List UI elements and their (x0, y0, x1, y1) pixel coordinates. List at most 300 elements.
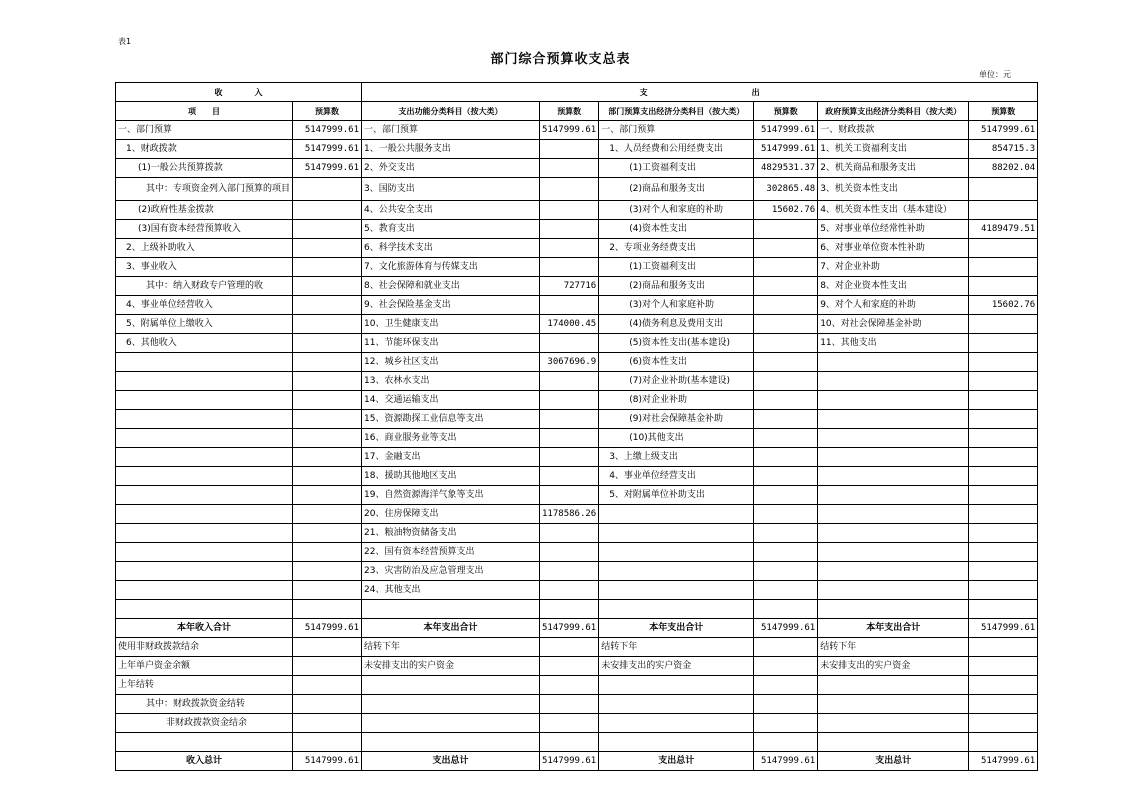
dept-econ-item-cell: (1)工资福利支出 (599, 159, 754, 178)
expense-grand-total-value: 5147999.61 (754, 752, 818, 771)
dept-econ-budget-cell: 5147999.61 (754, 121, 818, 140)
income-budget-cell (293, 543, 362, 562)
income-budget-cell (293, 505, 362, 524)
table-row (116, 505, 1038, 524)
gov-econ-budget-cell: 88202.04 (969, 159, 1038, 178)
item-header: 项 目 (116, 102, 293, 121)
func-budget-cell (540, 178, 599, 201)
gov-econ-item-cell (818, 676, 969, 695)
dept-econ-item-cell: (7)对企业补助(基本建设) (599, 372, 754, 391)
income-budget-cell (293, 353, 362, 372)
func-item-cell: 13、农林水支出 (362, 372, 540, 391)
gov-econ-header: 政府预算支出经济分类科目（按大类） (818, 102, 969, 121)
func-budget-cell (540, 467, 599, 486)
table-row (116, 410, 1038, 429)
func-class-header: 支出功能分类科目（按大类） (362, 102, 540, 121)
gov-econ-item-cell (818, 695, 969, 714)
func-item-cell: 14、交通运输支出 (362, 391, 540, 410)
table-row (116, 600, 1038, 619)
income-item-cell: 上年单户资金余额 (116, 657, 293, 676)
expense-year-total-value: 5147999.61 (754, 619, 818, 638)
func-item-cell: 2、外交支出 (362, 159, 540, 178)
func-item-cell (362, 676, 540, 695)
income-item-cell (116, 353, 293, 372)
expense-year-total-value: 5147999.61 (540, 619, 599, 638)
gov-econ-item-cell: 3、机关资本性支出 (818, 178, 969, 201)
gov-econ-item-cell: 11、其他支出 (818, 334, 969, 353)
func-budget-cell (540, 391, 599, 410)
dept-econ-item-cell: (8)对企业补助 (599, 391, 754, 410)
budget-table (115, 82, 1038, 771)
gov-econ-budget-cell: 854715.3 (969, 140, 1038, 159)
gov-econ-budget-cell (969, 486, 1038, 505)
gov-econ-item-cell (818, 543, 969, 562)
gov-econ-budget-cell (969, 315, 1038, 334)
income-item-cell: 一、部门预算 (116, 121, 293, 140)
gov-econ-budget-cell (969, 239, 1038, 258)
gov-econ-item-cell: 7、对企业补助 (818, 258, 969, 277)
func-budget-cell (540, 296, 599, 315)
func-budget-cell (540, 486, 599, 505)
func-item-cell: 11、节能环保支出 (362, 334, 540, 353)
dept-econ-item-cell (599, 543, 754, 562)
gov-econ-item-cell: 5、对事业单位经常性补助 (818, 220, 969, 239)
income-item-cell: 其中：专项资金列入部门预算的项目 (116, 178, 293, 201)
dept-econ-budget-cell (754, 733, 818, 752)
gov-econ-budget-cell (969, 543, 1038, 562)
dept-econ-item-cell (599, 581, 754, 600)
gov-econ-item-cell: 6、对事业单位资本性补助 (818, 239, 969, 258)
func-budget-cell (540, 410, 599, 429)
income-budget-cell (293, 562, 362, 581)
income-item-cell: (1)一般公共预算拨款 (116, 159, 293, 178)
year-total-row (116, 619, 1038, 638)
func-budget-cell (540, 258, 599, 277)
gov-econ-item-cell (818, 448, 969, 467)
income-item-cell (116, 733, 293, 752)
dept-econ-item-cell: 结转下年 (599, 638, 754, 657)
gov-econ-budget-cell (969, 334, 1038, 353)
dept-econ-budget-cell (754, 315, 818, 334)
func-budget-cell (540, 429, 599, 448)
income-item-cell (116, 486, 293, 505)
income-item-cell: 3、事业收入 (116, 258, 293, 277)
func-budget-cell (540, 733, 599, 752)
gov-econ-budget-cell (969, 372, 1038, 391)
budget-header: 预算数 (293, 102, 362, 121)
table-row (116, 201, 1038, 220)
expense-header: 支 出 (362, 83, 1038, 102)
dept-econ-budget-cell (754, 581, 818, 600)
table-tag: 表1 (118, 37, 132, 46)
dept-econ-budget-cell: 5147999.61 (754, 140, 818, 159)
dept-econ-budget-cell (754, 600, 818, 619)
func-item-cell: 4、公共安全支出 (362, 201, 540, 220)
dept-econ-item-cell: (9)对社会保障基金补助 (599, 410, 754, 429)
dept-econ-budget-cell (754, 258, 818, 277)
dept-econ-item-cell (599, 505, 754, 524)
table-row (116, 140, 1038, 159)
func-item-cell (362, 733, 540, 752)
func-item-cell: 24、其他支出 (362, 581, 540, 600)
dept-econ-budget-cell (754, 220, 818, 239)
income-budget-cell (293, 258, 362, 277)
dept-econ-item-cell (599, 562, 754, 581)
budget-header: 预算数 (969, 102, 1038, 121)
header-row-1 (116, 83, 1038, 102)
gov-econ-budget-cell (969, 695, 1038, 714)
expense-grand-total-value: 5147999.61 (969, 752, 1038, 771)
income-item-cell: 上年结转 (116, 676, 293, 695)
dept-econ-budget-cell (754, 353, 818, 372)
income-item-cell (116, 372, 293, 391)
expense-grand-total-label: 支出总计 (818, 752, 969, 771)
func-budget-cell: 727716 (540, 277, 599, 296)
gov-econ-budget-cell (969, 657, 1038, 676)
grand-total-row (116, 752, 1038, 771)
func-budget-cell (540, 140, 599, 159)
income-item-cell (116, 429, 293, 448)
gov-econ-item-cell: 2、机关商品和服务支出 (818, 159, 969, 178)
income-budget-cell (293, 201, 362, 220)
func-budget-cell (540, 201, 599, 220)
gov-econ-item-cell (818, 581, 969, 600)
income-header: 收 入 (116, 83, 362, 102)
table-row (116, 315, 1038, 334)
func-item-cell: 15、资源勘探工业信息等支出 (362, 410, 540, 429)
dept-econ-item-cell: 4、事业单位经营支出 (599, 467, 754, 486)
budget-header: 预算数 (540, 102, 599, 121)
income-item-cell: 使用非财政拨款结余 (116, 638, 293, 657)
gov-econ-budget-cell (969, 600, 1038, 619)
balance-row (116, 638, 1038, 657)
dept-econ-item-cell: (10)其他支出 (599, 429, 754, 448)
gov-econ-budget-cell (969, 391, 1038, 410)
dept-econ-item-cell: (6)资本性支出 (599, 353, 754, 372)
table-row (116, 543, 1038, 562)
dept-econ-item-cell (599, 695, 754, 714)
balance-row (116, 676, 1038, 695)
income-item-cell (116, 467, 293, 486)
dept-econ-budget-cell (754, 695, 818, 714)
income-budget-cell: 5147999.61 (293, 121, 362, 140)
func-budget-cell (540, 695, 599, 714)
func-budget-cell (540, 239, 599, 258)
dept-econ-item-cell: (2)商品和服务支出 (599, 277, 754, 296)
dept-econ-budget-cell: 15602.76 (754, 201, 818, 220)
func-item-cell: 19、自然资源海洋气象等支出 (362, 486, 540, 505)
income-item-cell: 1、财政拨款 (116, 140, 293, 159)
income-item-cell: (2)政府性基金拨款 (116, 201, 293, 220)
income-item-cell: 6、其他收入 (116, 334, 293, 353)
income-item-cell (116, 391, 293, 410)
dept-econ-item-cell: 一、部门预算 (599, 121, 754, 140)
func-item-cell: 6、科学技术支出 (362, 239, 540, 258)
gov-econ-budget-cell: 5147999.61 (969, 121, 1038, 140)
gov-econ-item-cell (818, 562, 969, 581)
table-row (116, 467, 1038, 486)
gov-econ-item-cell (818, 391, 969, 410)
table-row (116, 391, 1038, 410)
dept-econ-item-cell: (1)工资福利支出 (599, 258, 754, 277)
income-item-cell (116, 524, 293, 543)
func-budget-cell (540, 638, 599, 657)
table-row (116, 159, 1038, 178)
dept-econ-header: 部门预算支出经济分类科目（按大类） (599, 102, 754, 121)
expense-year-total-label: 本年支出合计 (362, 619, 540, 638)
income-budget-cell (293, 315, 362, 334)
func-item-cell: 20、住房保障支出 (362, 505, 540, 524)
table-row (116, 178, 1038, 201)
gov-econ-item-cell (818, 372, 969, 391)
func-budget-cell (540, 448, 599, 467)
table-row (116, 258, 1038, 277)
gov-econ-budget-cell (969, 448, 1038, 467)
table-row (116, 121, 1038, 140)
income-budget-cell (293, 733, 362, 752)
expense-grand-total-label: 支出总计 (599, 752, 754, 771)
page-title: 部门综合预算收支总表 (490, 52, 631, 67)
dept-econ-budget-cell (754, 334, 818, 353)
gov-econ-budget-cell (969, 178, 1038, 201)
gov-econ-item-cell (818, 733, 969, 752)
func-item-cell: 17、金融支出 (362, 448, 540, 467)
dept-econ-budget-cell (754, 714, 818, 733)
dept-econ-budget-cell (754, 524, 818, 543)
income-grand-total-label: 收入总计 (116, 752, 293, 771)
gov-econ-item-cell: 结转下年 (818, 638, 969, 657)
func-item-cell: 未安排支出的实户资金 (362, 657, 540, 676)
func-budget-cell (540, 159, 599, 178)
budget-header: 预算数 (754, 102, 818, 121)
header-row-2 (116, 102, 1038, 121)
gov-econ-item-cell (818, 486, 969, 505)
func-budget-cell (540, 372, 599, 391)
income-item-cell (116, 600, 293, 619)
balance-row (116, 714, 1038, 733)
income-budget-cell (293, 581, 362, 600)
dept-econ-item-cell (599, 524, 754, 543)
func-item-cell (362, 695, 540, 714)
func-item-cell: 18、援助其他地区支出 (362, 467, 540, 486)
gov-econ-budget-cell (969, 277, 1038, 296)
dept-econ-budget-cell (754, 486, 818, 505)
func-item-cell (362, 600, 540, 619)
table-row (116, 524, 1038, 543)
dept-econ-budget-cell (754, 638, 818, 657)
func-item-cell: 16、商业服务业等支出 (362, 429, 540, 448)
dept-econ-budget-cell: 4829531.37 (754, 159, 818, 178)
func-budget-cell (540, 543, 599, 562)
income-budget-cell (293, 695, 362, 714)
gov-econ-budget-cell (969, 467, 1038, 486)
income-year-total-value: 5147999.61 (293, 619, 362, 638)
income-budget-cell (293, 220, 362, 239)
table-row (116, 581, 1038, 600)
income-item-cell: 4、事业单位经营收入 (116, 296, 293, 315)
dept-econ-item-cell: (3)对个人和家庭补助 (599, 296, 754, 315)
income-budget-cell (293, 638, 362, 657)
gov-econ-budget-cell (969, 410, 1038, 429)
income-budget-cell (293, 296, 362, 315)
income-budget-cell (293, 467, 362, 486)
dept-econ-item-cell: (4)资本性支出 (599, 220, 754, 239)
income-budget-cell (293, 714, 362, 733)
gov-econ-item-cell (818, 524, 969, 543)
gov-econ-budget-cell (969, 429, 1038, 448)
dept-econ-item-cell (599, 600, 754, 619)
income-budget-cell: 5147999.61 (293, 159, 362, 178)
income-budget-cell (293, 391, 362, 410)
gov-econ-budget-cell (969, 638, 1038, 657)
income-year-total-label: 本年收入合计 (116, 619, 293, 638)
func-item-cell: 结转下年 (362, 638, 540, 657)
func-budget-cell (540, 581, 599, 600)
income-budget-cell (293, 277, 362, 296)
func-item-cell: 7、文化旅游体育与传媒支出 (362, 258, 540, 277)
table-row (116, 486, 1038, 505)
gov-econ-item-cell (818, 429, 969, 448)
func-item-cell: 3、国防支出 (362, 178, 540, 201)
dept-econ-item-cell: 5、对附属单位补助支出 (599, 486, 754, 505)
gov-econ-item-cell: 9、对个人和家庭的补助 (818, 296, 969, 315)
gov-econ-item-cell: 一、财政拨款 (818, 121, 969, 140)
expense-year-total-label: 本年支出合计 (599, 619, 754, 638)
func-budget-cell (540, 562, 599, 581)
table-row (116, 334, 1038, 353)
dept-econ-item-cell: 未安排支出的实户资金 (599, 657, 754, 676)
table-row (116, 296, 1038, 315)
income-budget-cell (293, 334, 362, 353)
dept-econ-budget-cell (754, 448, 818, 467)
income-item-cell (116, 543, 293, 562)
gov-econ-item-cell (818, 353, 969, 372)
income-grand-total-value: 5147999.61 (293, 752, 362, 771)
func-item-cell: 12、城乡社区支出 (362, 353, 540, 372)
income-item-cell: 5、附属单位上缴收入 (116, 315, 293, 334)
func-item-cell: 9、社会保险基金支出 (362, 296, 540, 315)
dept-econ-item-cell (599, 733, 754, 752)
dept-econ-item-cell (599, 714, 754, 733)
func-item-cell: 1、一般公共服务支出 (362, 140, 540, 159)
income-item-cell: 2、上级补助收入 (116, 239, 293, 258)
gov-econ-budget-cell: 4189479.51 (969, 220, 1038, 239)
dept-econ-budget-cell (754, 391, 818, 410)
income-item-cell (116, 581, 293, 600)
dept-econ-budget-cell (754, 505, 818, 524)
income-item-cell (116, 410, 293, 429)
income-budget-cell (293, 239, 362, 258)
gov-econ-budget-cell (969, 353, 1038, 372)
func-item-cell: 10、卫生健康支出 (362, 315, 540, 334)
income-budget-cell (293, 600, 362, 619)
income-item-cell (116, 448, 293, 467)
gov-econ-budget-cell (969, 524, 1038, 543)
func-budget-cell (540, 524, 599, 543)
dept-econ-item-cell: 1、人员经费和公用经费支出 (599, 140, 754, 159)
income-budget-cell (293, 448, 362, 467)
dept-econ-item-cell: 3、上缴上级支出 (599, 448, 754, 467)
func-budget-cell (540, 657, 599, 676)
gov-econ-budget-cell (969, 733, 1038, 752)
table-row (116, 372, 1038, 391)
func-budget-cell: 5147999.61 (540, 121, 599, 140)
dept-econ-budget-cell (754, 410, 818, 429)
expense-year-total-value: 5147999.61 (969, 619, 1038, 638)
gov-econ-item-cell: 1、机关工资福利支出 (818, 140, 969, 159)
dept-econ-budget-cell (754, 543, 818, 562)
income-item-cell: 其中：纳入财政专户管理的收 (116, 277, 293, 296)
func-budget-cell: 1178586.26 (540, 505, 599, 524)
income-budget-cell (293, 429, 362, 448)
balance-row (116, 733, 1038, 752)
dept-econ-budget-cell (754, 429, 818, 448)
table-row (116, 353, 1038, 372)
dept-econ-item-cell (599, 676, 754, 695)
dept-econ-budget-cell (754, 657, 818, 676)
table-row (116, 448, 1038, 467)
dept-econ-budget-cell (754, 277, 818, 296)
func-budget-cell: 174000.45 (540, 315, 599, 334)
func-budget-cell (540, 600, 599, 619)
table-row (116, 277, 1038, 296)
unit-label: 单位：元 (979, 70, 1011, 79)
income-budget-cell (293, 372, 362, 391)
dept-econ-budget-cell (754, 372, 818, 391)
gov-econ-budget-cell: 15602.76 (969, 296, 1038, 315)
income-budget-cell (293, 676, 362, 695)
func-item-cell: 21、粮油物资储备支出 (362, 524, 540, 543)
income-item-cell (116, 562, 293, 581)
gov-econ-budget-cell (969, 258, 1038, 277)
income-budget-cell (293, 524, 362, 543)
gov-econ-item-cell (818, 505, 969, 524)
func-item-cell: 8、社会保障和就业支出 (362, 277, 540, 296)
gov-econ-item-cell: 8、对企业资本性支出 (818, 277, 969, 296)
dept-econ-item-cell: (2)商品和服务支出 (599, 178, 754, 201)
gov-econ-budget-cell (969, 714, 1038, 733)
income-budget-cell (293, 178, 362, 201)
dept-econ-item-cell: (3)对个人和家庭的补助 (599, 201, 754, 220)
dept-econ-budget-cell (754, 562, 818, 581)
table-row (116, 239, 1038, 258)
func-item-cell (362, 714, 540, 733)
gov-econ-budget-cell (969, 676, 1038, 695)
func-item-cell: 5、教育支出 (362, 220, 540, 239)
func-budget-cell (540, 334, 599, 353)
func-item-cell: 23、灾害防治及应急管理支出 (362, 562, 540, 581)
gov-econ-item-cell (818, 600, 969, 619)
func-budget-cell (540, 714, 599, 733)
income-item-cell (116, 505, 293, 524)
income-budget-cell: 5147999.61 (293, 140, 362, 159)
expense-grand-total-value: 5147999.61 (540, 752, 599, 771)
gov-econ-item-cell (818, 714, 969, 733)
expense-year-total-label: 本年支出合计 (818, 619, 969, 638)
gov-econ-item-cell: 10、对社会保障基金补助 (818, 315, 969, 334)
gov-econ-item-cell (818, 410, 969, 429)
func-item-cell: 一、部门预算 (362, 121, 540, 140)
func-budget-cell (540, 220, 599, 239)
balance-row (116, 657, 1038, 676)
dept-econ-item-cell: 2、专项业务经费支出 (599, 239, 754, 258)
gov-econ-budget-cell (969, 581, 1038, 600)
income-item-cell: 其中：财政拨款资金结转 (116, 695, 293, 714)
gov-econ-item-cell: 未安排支出的实户资金 (818, 657, 969, 676)
table-row (116, 562, 1038, 581)
income-budget-cell (293, 657, 362, 676)
income-budget-cell (293, 486, 362, 505)
